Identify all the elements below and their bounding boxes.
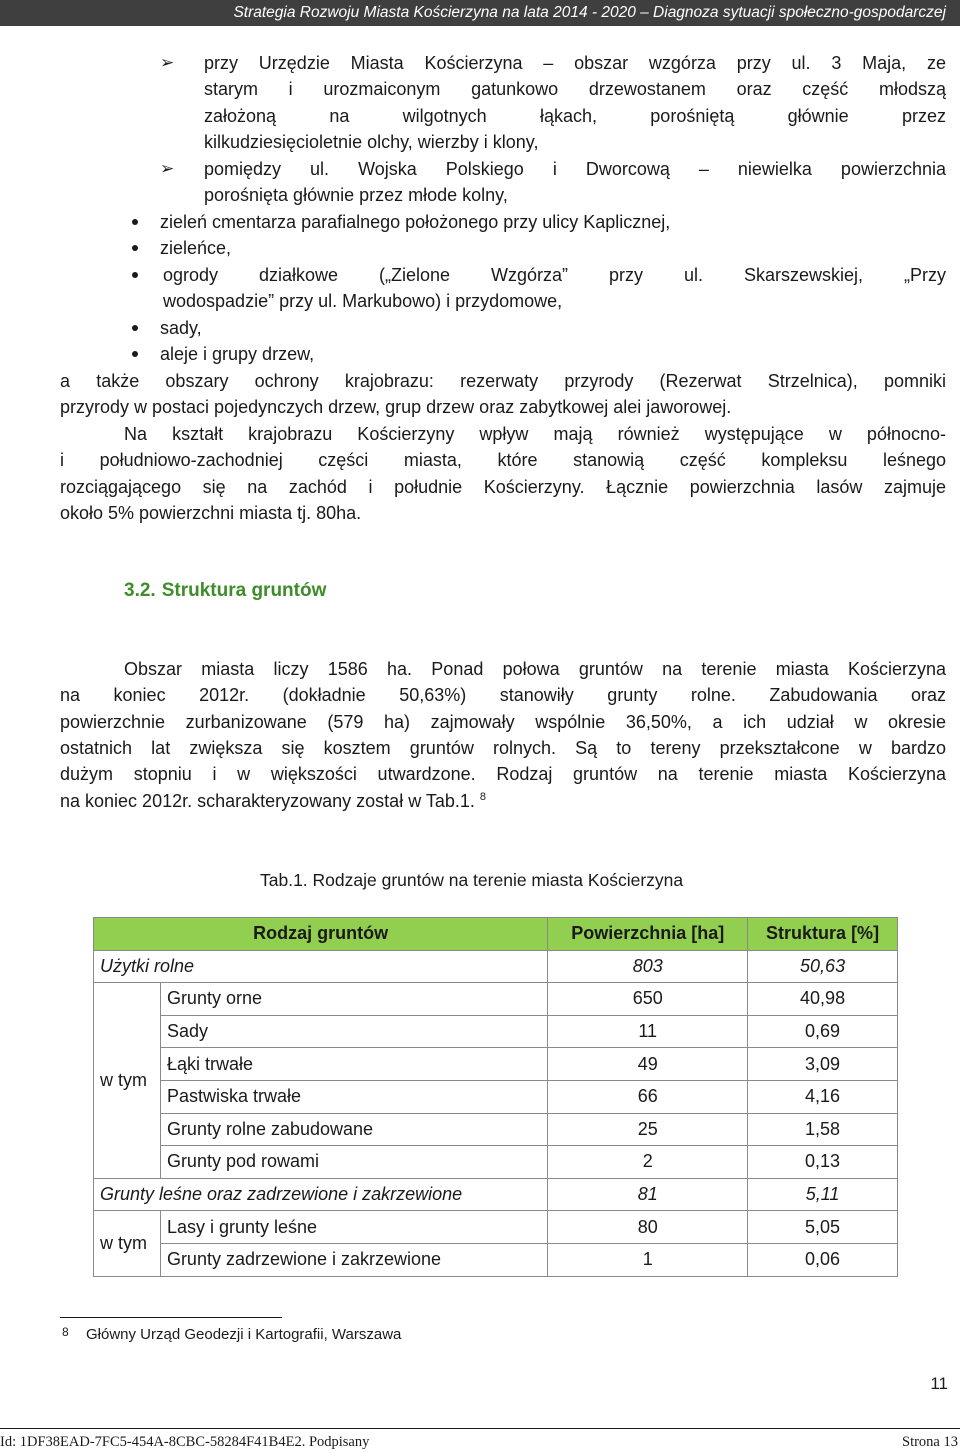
arrow-item-1-line-3: założoną na wilgotnych łąkach, porośniętą głównie przez bbox=[204, 106, 946, 126]
footnote-number: 8 bbox=[62, 1325, 69, 1339]
group-share: 50,63 bbox=[748, 950, 898, 983]
table-row bbox=[94, 983, 898, 1016]
row-share: 5,05 bbox=[748, 1211, 898, 1244]
row-share: 40,98 bbox=[748, 983, 898, 1016]
bullet-item-3-line-1: ogrody działkowe („Zielone Wzgórza” przy ul. Skarszewskiej, „Przy bbox=[163, 265, 946, 285]
bullet-dot-icon bbox=[132, 219, 138, 225]
bullet-dot-icon bbox=[132, 325, 138, 331]
table-row-group-forest bbox=[94, 1178, 898, 1211]
row-share: 3,09 bbox=[748, 1048, 898, 1081]
paragraph-3-last-text: na koniec 2012r. scharakteryzowany został w Tab.1. bbox=[60, 791, 475, 811]
table-row-group-agricultural bbox=[94, 950, 898, 983]
footnote-reference[interactable]: 8 bbox=[479, 791, 487, 803]
paragraph-3-line-3: powierzchnie zurbanizowane (579 ha) zajmowały wspólnie 36,50%, a ich udział w okresie bbox=[60, 712, 946, 732]
bullet-item-1: zieleń cmentarza parafialnego położonego przy ulicy Kaplicznej, bbox=[160, 212, 671, 232]
row-area: 650 bbox=[548, 983, 748, 1016]
row-label: Łąki trwałe bbox=[160, 1048, 547, 1081]
bullet-item-4: sady, bbox=[160, 318, 202, 338]
header-soil-type: Rodzaj gruntów bbox=[94, 918, 548, 951]
row-label: Pastwiska trwałe bbox=[160, 1080, 547, 1113]
row-label: Lasy i grunty leśne bbox=[160, 1211, 547, 1244]
paragraph-2-line-2: i południowo-zachodniej części miasta, które stanowią część kompleksu leśnego bbox=[60, 450, 946, 470]
footer-page-label: Strona 13 bbox=[902, 1434, 958, 1450]
group-area: 803 bbox=[548, 950, 748, 983]
paragraph-1-line-1: a także obszary ochrony krajobrazu: rezerwaty przyrody (Rezerwat Strzelnica), pomniki bbox=[60, 371, 946, 391]
row-label: Grunty zadrzewione i zakrzewione bbox=[160, 1243, 547, 1276]
row-label: Grunty orne bbox=[160, 983, 547, 1016]
row-share: 4,16 bbox=[748, 1080, 898, 1113]
group-label: Użytki rolne bbox=[94, 950, 548, 983]
paragraph-2-line-3: rozciągającego się na zachód i południe Kościerzyny. Łącznie powierzchnia lasów zajmuje bbox=[60, 477, 946, 497]
paragraph-1-line-2: przyrody w postaci pojedynczych drzew, grup drzew oraz zabytkowej alei jaworowej. bbox=[60, 397, 732, 417]
row-area: 1 bbox=[548, 1243, 748, 1276]
row-label: Grunty rolne zabudowane bbox=[160, 1113, 547, 1146]
wtym-label: w tym bbox=[94, 1211, 161, 1276]
section-title: Struktura gruntów bbox=[161, 580, 327, 601]
bullet-item-2: zieleńce, bbox=[160, 238, 232, 258]
row-area: 25 bbox=[548, 1113, 748, 1146]
table-row bbox=[94, 1211, 898, 1244]
footer-document-id: Id: 1DF38EAD-7FC5-454A-8CBC-58284F41B4E2. Podpisany bbox=[0, 1434, 370, 1450]
wtym-label: w tym bbox=[94, 983, 161, 1179]
arrow-item-1-line-1: przy Urzędzie Miasta Kościerzyna – obszar wzgórza przy ul. 3 Maja, ze bbox=[204, 53, 946, 73]
paragraph-2-line-1: Na kształt krajobrazu Kościerzyny wpływ mają również występujące w północno- bbox=[124, 424, 946, 444]
footnote-separator bbox=[60, 1317, 282, 1318]
header-share: Struktura [%] bbox=[748, 918, 898, 951]
section-heading bbox=[124, 578, 326, 604]
table-row bbox=[94, 1146, 898, 1179]
group-area: 81 bbox=[548, 1178, 748, 1211]
paragraph-3-line-4: ostatnich lat zwiększa się kosztem gruntów rolnych. Są to tereny przekształcone w bardzo bbox=[60, 738, 946, 758]
section-number: 3.2. bbox=[124, 580, 156, 601]
document-header: Strategia Rozwoju Miasta Kościerzyna na lata 2014 - 2020 – Diagnoza sytuacji społeczno-gospodarczej bbox=[0, 0, 960, 26]
table-caption: Tab.1. Rodzaje gruntów na terenie miasta Kościerzyna bbox=[260, 870, 684, 890]
table-row bbox=[94, 1048, 898, 1081]
row-label: Grunty pod rowami bbox=[160, 1146, 547, 1179]
footer-separator bbox=[0, 1428, 960, 1429]
bullet-dot-icon bbox=[132, 351, 138, 357]
row-area: 80 bbox=[548, 1211, 748, 1244]
bullet-dot-icon bbox=[132, 245, 138, 251]
arrow-bullet-icon: ➢ bbox=[160, 159, 175, 178]
paragraph-3-line-2: na koniec 2012r. (dokładnie 50,63%) stanowiły grunty rolne. Zabudowania oraz bbox=[60, 685, 946, 705]
arrow-item-2-line-2: porośnięta głównie przez młode kolny, bbox=[204, 185, 508, 205]
bullet-item-3-line-2: wodospadzie” przy ul. Markubowo) i przydomowe, bbox=[163, 291, 563, 311]
arrow-bullet-icon: ➢ bbox=[160, 53, 175, 72]
bullet-item-5: aleje i grupy drzew, bbox=[160, 344, 315, 364]
row-label: Sady bbox=[160, 1015, 547, 1048]
arrow-item-1-line-4: kilkudziesięcioletnie olchy, wierzby i klony, bbox=[204, 132, 539, 152]
table-row bbox=[94, 1080, 898, 1113]
group-label: Grunty leśne oraz zadrzewione i zakrzewione bbox=[94, 1178, 548, 1211]
group-share: 5,11 bbox=[748, 1178, 898, 1211]
header-area: Powierzchnia [ha] bbox=[548, 918, 748, 951]
paragraph-3-line-5: dużym stopniu i w większości utwardzone. Rodzaj gruntów na terenie miasta Kościerzyna bbox=[60, 764, 946, 784]
paragraph-3-line-1: Obszar miasta liczy 1586 ha. Ponad połowa gruntów na terenie miasta Kościerzyna bbox=[124, 659, 946, 679]
bullet-dot-icon bbox=[132, 272, 138, 278]
paragraph-2-line-4: około 5% powierzchni miasta tj. 80ha. bbox=[60, 503, 362, 523]
soil-types-table bbox=[93, 917, 898, 1277]
row-area: 49 bbox=[548, 1048, 748, 1081]
row-area: 11 bbox=[548, 1015, 748, 1048]
page-number: 11 bbox=[930, 1374, 948, 1393]
table-header-row bbox=[94, 918, 898, 951]
table-row bbox=[94, 1015, 898, 1048]
row-share: 0,69 bbox=[748, 1015, 898, 1048]
paragraph-3-line-6 bbox=[60, 788, 946, 815]
row-share: 0,06 bbox=[748, 1243, 898, 1276]
arrow-item-2-line-1: pomiędzy ul. Wojska Polskiego i Dworcową – niewielka powierzchnia bbox=[204, 159, 946, 179]
row-share: 1,58 bbox=[748, 1113, 898, 1146]
table-row bbox=[94, 1113, 898, 1146]
row-area: 66 bbox=[548, 1080, 748, 1113]
table-row bbox=[94, 1243, 898, 1276]
footnote-text: Główny Urząd Geodezji i Kartografii, Warszawa bbox=[86, 1326, 402, 1343]
row-area: 2 bbox=[548, 1146, 748, 1179]
arrow-item-1-line-2: starym i urozmaiconym gatunkowo drzewostanem oraz część młodszą bbox=[204, 79, 946, 99]
row-share: 0,13 bbox=[748, 1146, 898, 1179]
